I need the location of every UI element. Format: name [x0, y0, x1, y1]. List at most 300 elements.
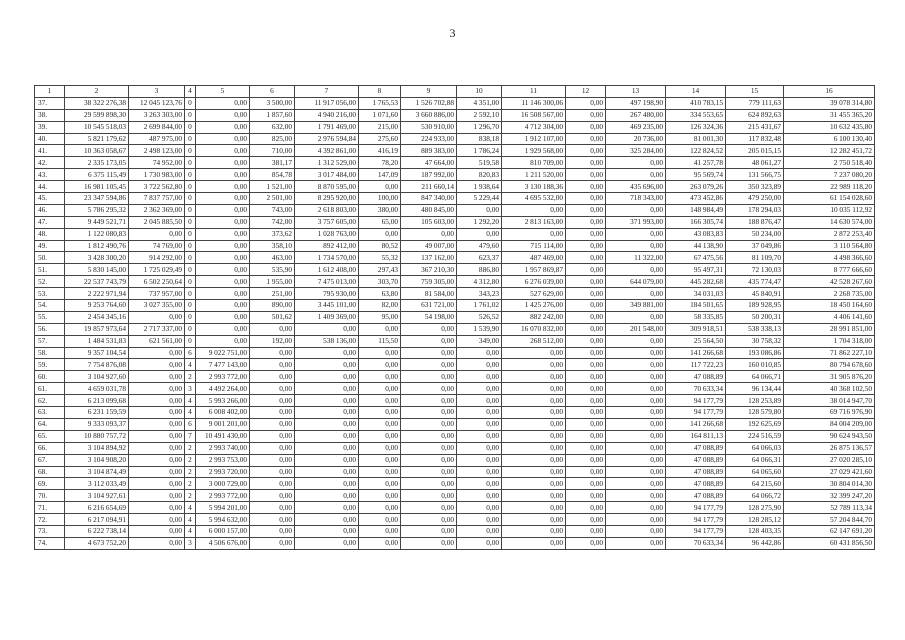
table-cell: 0,00: [359, 383, 401, 395]
row-number-cell: 43.: [35, 169, 65, 181]
table-cell: 0,00: [196, 228, 250, 240]
table-cell: 4 312,80: [457, 276, 502, 288]
table-cell: 3 104 894,92: [65, 442, 129, 454]
table-cell: 1 812 490,76: [65, 240, 129, 252]
table-cell: 530 910,00: [401, 121, 457, 133]
table-row: [35, 466, 875, 478]
table-cell: 0,00: [566, 276, 606, 288]
table-cell: 0,00: [196, 335, 250, 347]
row-number-cell: 68.: [35, 466, 65, 478]
table-cell: 4: [185, 514, 196, 526]
table-cell: 0,00: [359, 537, 401, 549]
table-cell: 0,00: [566, 407, 606, 419]
table-cell: 1 292,20: [457, 216, 502, 228]
table-cell: 0,00: [457, 466, 502, 478]
table-cell: 9 253 764,60: [65, 300, 129, 312]
column-header: 6: [250, 86, 295, 98]
table-cell: 0,00: [295, 430, 359, 442]
table-cell: 3: [185, 537, 196, 549]
table-cell: 0,00: [401, 466, 457, 478]
table-cell: 10 363 058,67: [65, 145, 129, 157]
table-cell: 0,00: [401, 430, 457, 442]
table-cell: 0,00: [129, 359, 185, 371]
table-cell: 2 872 253,40: [784, 228, 875, 240]
table-cell: 6: [185, 418, 196, 430]
table-cell: 0,00: [502, 204, 566, 216]
table-cell: 211 660,14: [401, 181, 457, 193]
table-cell: 55,32: [359, 252, 401, 264]
column-header: 3: [129, 86, 185, 98]
table-cell: 820,83: [457, 169, 502, 181]
table-cell: 487 975,00: [129, 133, 185, 145]
table-cell: 4 712 304,00: [502, 121, 566, 133]
table-cell: 251,00: [250, 288, 295, 300]
table-cell: 0,00: [606, 311, 666, 323]
table-row: [35, 454, 875, 466]
table-cell: 69 716 976,90: [784, 407, 875, 419]
table-cell: 0,00: [566, 300, 606, 312]
table-cell: 0,00: [295, 490, 359, 502]
table-cell: 309 918,51: [666, 323, 726, 335]
column-header: 15: [726, 86, 784, 98]
table-cell: 3 130 188,36: [502, 181, 566, 193]
table-cell: 94 177,79: [666, 502, 726, 514]
table-row: [35, 514, 875, 526]
table-cell: 96 442,86: [726, 537, 784, 549]
table-cell: 0,00: [566, 347, 606, 359]
table-cell: 160 010,85: [726, 359, 784, 371]
table-cell: 737 957,00: [129, 288, 185, 300]
table-cell: 0,00: [566, 228, 606, 240]
table-cell: 0: [185, 276, 196, 288]
table-cell: 2: [185, 478, 196, 490]
table-cell: 147,09: [359, 169, 401, 181]
table-cell: 30 758,32: [726, 335, 784, 347]
table-cell: 2 993 772,00: [196, 371, 250, 383]
table-cell: 0,00: [129, 430, 185, 442]
table-row: [35, 347, 875, 359]
table-cell: 6 216 654,69: [65, 502, 129, 514]
table-cell: 215,00: [359, 121, 401, 133]
table-cell: 367 210,30: [401, 264, 457, 276]
table-cell: 10 632 435,80: [784, 121, 875, 133]
table-cell: 0,00: [401, 537, 457, 549]
table-cell: 0,00: [250, 454, 295, 466]
table-cell: 538 338,13: [726, 323, 784, 335]
table-cell: 5 830 145,00: [65, 264, 129, 276]
table-cell: 535,90: [250, 264, 295, 276]
table-cell: 94 177,79: [666, 525, 726, 537]
table-cell: 0,00: [566, 216, 606, 228]
table-cell: 0,00: [566, 264, 606, 276]
table-cell: 64 066,71: [726, 371, 784, 383]
table-cell: 0,00: [566, 193, 606, 205]
table-row: [35, 109, 875, 121]
table-cell: 95,00: [359, 311, 401, 323]
table-cell: 3 104 927,60: [65, 371, 129, 383]
row-number-cell: 41.: [35, 145, 65, 157]
table-cell: 64 065,60: [726, 466, 784, 478]
table-cell: 10 545 518,03: [65, 121, 129, 133]
table-cell: 6 000 157,00: [196, 525, 250, 537]
page-number: 3: [449, 26, 456, 40]
table-cell: 0,00: [196, 193, 250, 205]
table-cell: 0,00: [502, 514, 566, 526]
table-row: [35, 157, 875, 169]
table-cell: 7 237 080,20: [784, 169, 875, 181]
table-cell: 0,00: [502, 502, 566, 514]
table-cell: 94 177,79: [666, 407, 726, 419]
table-cell: 358,10: [250, 240, 295, 252]
table-cell: 1 071,60: [359, 109, 401, 121]
table-cell: 0,00: [502, 395, 566, 407]
table-cell: 886,80: [457, 264, 502, 276]
table-cell: 416,19: [359, 145, 401, 157]
table-cell: 4: [185, 502, 196, 514]
table-cell: 297,43: [359, 264, 401, 276]
table-row: [35, 395, 875, 407]
table-cell: 0,00: [359, 454, 401, 466]
table-cell: 0,00: [502, 454, 566, 466]
table-cell: 1 761,02: [457, 300, 502, 312]
table-cell: 6 276 039,00: [502, 276, 566, 288]
column-header: 9: [401, 86, 457, 98]
table-cell: 4 392 861,00: [295, 145, 359, 157]
row-number-cell: 46.: [35, 204, 65, 216]
table-cell: 187 992,00: [401, 169, 457, 181]
table-cell: 25 564,50: [666, 335, 726, 347]
table-cell: 4 492 264,00: [196, 383, 250, 395]
table-cell: 0,00: [566, 157, 606, 169]
table-cell: 100,00: [359, 193, 401, 205]
table-cell: 0,00: [359, 430, 401, 442]
table-row: [35, 371, 875, 383]
table-row: [35, 383, 875, 395]
table-cell: 743,00: [250, 204, 295, 216]
table-cell: 1 122 080,83: [65, 228, 129, 240]
table-cell: 0,00: [401, 478, 457, 490]
table-cell: 0,00: [502, 418, 566, 430]
table-cell: 0,00: [295, 478, 359, 490]
table-cell: 3: [185, 383, 196, 395]
table-cell: 0: [185, 193, 196, 205]
table-cell: 3 500,00: [250, 97, 295, 109]
table-cell: 2 993 720,00: [196, 466, 250, 478]
column-header: 11: [502, 86, 566, 98]
table-cell: 325 284,00: [606, 145, 666, 157]
table-cell: 11 917 056,00: [295, 97, 359, 109]
table-cell: 38 322 276,38: [65, 97, 129, 109]
table-cell: 47 088,89: [666, 490, 726, 502]
table-cell: 0,00: [606, 442, 666, 454]
table-cell: 65,00: [359, 216, 401, 228]
table-row: [35, 335, 875, 347]
table-row: [35, 193, 875, 205]
table-cell: 0: [185, 181, 196, 193]
table-cell: 224 933,00: [401, 133, 457, 145]
table-cell: 4 498 366,60: [784, 252, 875, 264]
table-cell: 2 362 369,00: [129, 204, 185, 216]
table-cell: 0,00: [606, 157, 666, 169]
table-cell: 3 112 033,49: [65, 478, 129, 490]
table-cell: 0,00: [250, 430, 295, 442]
table-cell: 2 501,00: [250, 193, 295, 205]
table-cell: 1 612 408,00: [295, 264, 359, 276]
table-row: [35, 478, 875, 490]
table-cell: 0,00: [606, 514, 666, 526]
table-cell: 779 111,63: [726, 97, 784, 109]
column-header: 7: [295, 86, 359, 98]
table-row: [35, 204, 875, 216]
table-cell: 1 409 369,00: [295, 311, 359, 323]
table-row: [35, 228, 875, 240]
table-cell: 527 629,00: [502, 288, 566, 300]
table-cell: 7 475 013,00: [295, 276, 359, 288]
table-cell: 1 938,64: [457, 181, 502, 193]
table-cell: 64 066,72: [726, 490, 784, 502]
row-number-cell: 48.: [35, 228, 65, 240]
table-cell: 0,00: [401, 383, 457, 395]
column-header: 14: [666, 86, 726, 98]
table-cell: 6 008 402,00: [196, 407, 250, 419]
table-cell: 463,00: [250, 252, 295, 264]
table-cell: 14 630 574,00: [784, 216, 875, 228]
table-body: [35, 97, 875, 549]
table-cell: 0: [185, 109, 196, 121]
table-cell: 94 177,79: [666, 514, 726, 526]
column-header: 10: [457, 86, 502, 98]
table-cell: 128 253,89: [726, 395, 784, 407]
table-cell: 0,00: [295, 323, 359, 335]
table-cell: 11 146 300,06: [502, 97, 566, 109]
table-cell: 890,00: [250, 300, 295, 312]
row-number-cell: 65.: [35, 430, 65, 442]
table-cell: 0,00: [295, 502, 359, 514]
table-cell: 0,00: [401, 323, 457, 335]
table-cell: 0,00: [129, 228, 185, 240]
table-cell: 0,00: [295, 466, 359, 478]
table-cell: 148 984,49: [666, 204, 726, 216]
table-cell: 0,00: [196, 252, 250, 264]
data-table: [34, 85, 875, 550]
table-cell: 7 837 757,00: [129, 193, 185, 205]
table-cell: 0,00: [606, 228, 666, 240]
table-cell: 0,00: [359, 181, 401, 193]
row-number-cell: 49.: [35, 240, 65, 252]
table-cell: 9 001 201,00: [196, 418, 250, 430]
row-number-cell: 52.: [35, 276, 65, 288]
table-cell: 334 553,65: [666, 109, 726, 121]
table-cell: 0,00: [566, 169, 606, 181]
table-cell: 0,00: [457, 383, 502, 395]
table-cell: 4 659 031,78: [65, 383, 129, 395]
table-cell: 0,00: [606, 490, 666, 502]
table-cell: 0,00: [566, 525, 606, 537]
table-cell: 2: [185, 454, 196, 466]
table-cell: 0,00: [196, 264, 250, 276]
table-cell: 0,00: [250, 407, 295, 419]
table-cell: 0,00: [129, 514, 185, 526]
table-cell: 30 804 014,30: [784, 478, 875, 490]
table-cell: 70 633,34: [666, 383, 726, 395]
table-cell: 2 993 753,00: [196, 454, 250, 466]
table-cell: 189 928,95: [726, 300, 784, 312]
table-cell: 3 104 874,49: [65, 466, 129, 478]
table-cell: 0,00: [566, 97, 606, 109]
table-row: [35, 133, 875, 145]
table-cell: 3 000 729,00: [196, 478, 250, 490]
table-cell: 12 282 451,72: [784, 145, 875, 157]
table-cell: 2 813 163,00: [502, 216, 566, 228]
table-cell: 2 699 844,00: [129, 121, 185, 133]
table-cell: 4 351,00: [457, 97, 502, 109]
table-cell: 0,00: [566, 133, 606, 145]
table-cell: 0,00: [250, 347, 295, 359]
table-cell: 0,00: [359, 478, 401, 490]
table-cell: 10 880 757,72: [65, 430, 129, 442]
table-cell: 267 480,00: [606, 109, 666, 121]
table-cell: 3 017 484,00: [295, 169, 359, 181]
table-cell: 350 323,89: [726, 181, 784, 193]
table-cell: 644 079,00: [606, 276, 666, 288]
table-cell: 95 569,74: [666, 169, 726, 181]
table-cell: 381,17: [250, 157, 295, 169]
table-cell: 95 497,31: [666, 264, 726, 276]
table-cell: 0,00: [566, 430, 606, 442]
table-cell: 4 695 532,00: [502, 193, 566, 205]
table-cell: 81 584,00: [401, 288, 457, 300]
table-cell: 37 049,86: [726, 240, 784, 252]
table-cell: 215 431,67: [726, 121, 784, 133]
table-cell: 27 029 421,60: [784, 466, 875, 478]
table-cell: 0,00: [502, 466, 566, 478]
table-cell: 84 004 209,00: [784, 418, 875, 430]
table-row: [35, 490, 875, 502]
table-cell: 0,00: [295, 407, 359, 419]
column-header: 4: [185, 86, 196, 98]
table-cell: 2: [185, 371, 196, 383]
table-cell: 6 100 130,40: [784, 133, 875, 145]
table-cell: 349 881,00: [606, 300, 666, 312]
table-cell: 0,00: [457, 502, 502, 514]
table-cell: 501,62: [250, 311, 295, 323]
table-cell: 9 022 751,00: [196, 347, 250, 359]
table-cell: 0,00: [250, 490, 295, 502]
table-row: [35, 169, 875, 181]
table-row: [35, 252, 875, 264]
table-cell: 0,00: [401, 525, 457, 537]
table-cell: 0,00: [502, 525, 566, 537]
table-row: [35, 300, 875, 312]
table-cell: 0,00: [502, 371, 566, 383]
table-cell: 47 088,89: [666, 442, 726, 454]
table-cell: 224 516,59: [726, 430, 784, 442]
table-cell: 0,00: [250, 418, 295, 430]
row-number-cell: 45.: [35, 193, 65, 205]
table-cell: 6: [185, 347, 196, 359]
table-cell: 0,00: [566, 240, 606, 252]
table-cell: 3 110 564,80: [784, 240, 875, 252]
table-cell: 20 736,00: [606, 133, 666, 145]
table-cell: 0,00: [566, 181, 606, 193]
table-cell: 22 537 743,79: [65, 276, 129, 288]
table-row: [35, 502, 875, 514]
table-row: [35, 537, 875, 549]
table-cell: 2 592,10: [457, 109, 502, 121]
column-header: 2: [65, 86, 129, 98]
table-cell: 847 340,00: [401, 193, 457, 205]
table-cell: 8 295 920,00: [295, 193, 359, 205]
table-cell: 0,00: [606, 383, 666, 395]
table-cell: 3 027 355,00: [129, 300, 185, 312]
table-cell: 64 066,03: [726, 442, 784, 454]
table-cell: 1 730 983,00: [129, 169, 185, 181]
table-cell: 8 870 595,00: [295, 181, 359, 193]
table-cell: 0,00: [606, 395, 666, 407]
table-cell: 0,00: [401, 454, 457, 466]
table-cell: 268 512,00: [502, 335, 566, 347]
table-cell: 0,00: [295, 383, 359, 395]
table-cell: 122 824,52: [666, 145, 726, 157]
table-cell: 42 528 267,60: [784, 276, 875, 288]
table-cell: 2 993 772,00: [196, 490, 250, 502]
table-cell: 0,00: [606, 525, 666, 537]
table-cell: 0,00: [606, 454, 666, 466]
table-cell: 1 539,90: [457, 323, 502, 335]
table-cell: 58 335,85: [666, 311, 726, 323]
table-cell: 0: [185, 97, 196, 109]
table-cell: 1 955,00: [250, 276, 295, 288]
row-number-cell: 57.: [35, 335, 65, 347]
table-cell: 0,00: [295, 525, 359, 537]
table-cell: 3 104 908,20: [65, 454, 129, 466]
row-number-cell: 59.: [35, 359, 65, 371]
table-cell: 882 242,00: [502, 311, 566, 323]
table-cell: 80 794 678,60: [784, 359, 875, 371]
table-cell: 12 045 123,76: [129, 97, 185, 109]
table-cell: 50 200,31: [726, 311, 784, 323]
row-number-cell: 44.: [35, 181, 65, 193]
table-cell: 49 007,00: [401, 240, 457, 252]
table-cell: 128 579,80: [726, 407, 784, 419]
row-number-cell: 47.: [35, 216, 65, 228]
row-number-cell: 66.: [35, 442, 65, 454]
table-cell: 44 138,90: [666, 240, 726, 252]
table-cell: 473 452,86: [666, 193, 726, 205]
table-cell: 74 769,00: [129, 240, 185, 252]
table-row: [35, 264, 875, 276]
table-cell: 81 109,70: [726, 252, 784, 264]
table-cell: 105 603,00: [401, 216, 457, 228]
table-cell: 3 722 562,80: [129, 181, 185, 193]
table-cell: 31 455 365,20: [784, 109, 875, 121]
table-cell: 47 664,00: [401, 157, 457, 169]
table-cell: 0,00: [196, 145, 250, 157]
table-cell: 838,18: [457, 133, 502, 145]
table-row: [35, 407, 875, 419]
table-row: [35, 181, 875, 193]
table-cell: 117 832,48: [726, 133, 784, 145]
table-cell: 0,00: [566, 311, 606, 323]
column-header: 5: [196, 86, 250, 98]
table-cell: 7: [185, 430, 196, 442]
table-cell: 0,00: [295, 359, 359, 371]
table-cell: 16 981 105,45: [65, 181, 129, 193]
table-row: [35, 240, 875, 252]
table-cell: 0,00: [129, 502, 185, 514]
table-cell: 5 786 295,32: [65, 204, 129, 216]
table-cell: 0: [185, 300, 196, 312]
